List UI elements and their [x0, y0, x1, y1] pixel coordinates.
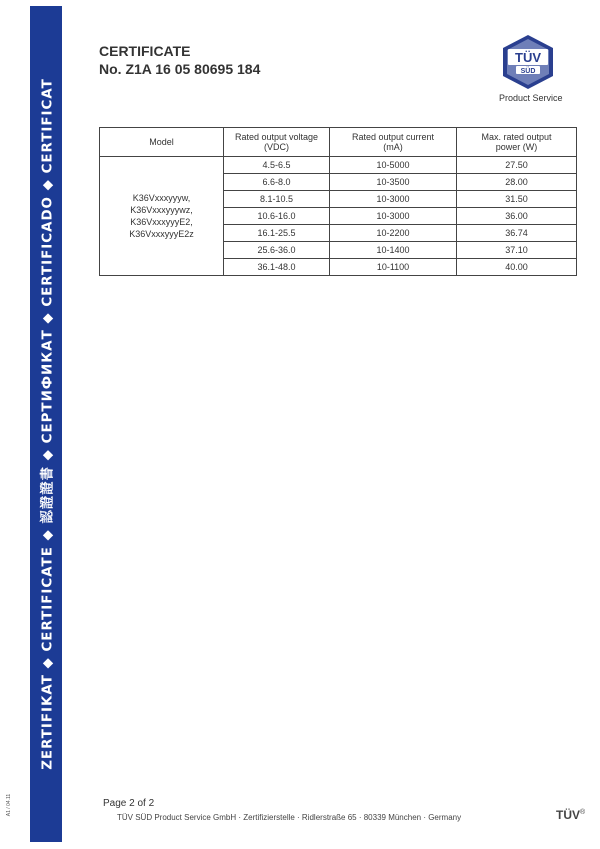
header-power: Max. rated output power (W) [457, 128, 577, 157]
current-cell: 10-3000 [330, 191, 457, 208]
voltage-cell: 6.6-8.0 [224, 174, 330, 191]
logo-brand-bottom: SÜD [520, 68, 536, 75]
power-cell: 36.00 [457, 208, 577, 225]
footer-logo: TÜV® [556, 808, 586, 822]
header-voltage: Rated output voltage (VDC) [224, 128, 330, 157]
logo-brand-top: TÜV [515, 50, 541, 65]
model-cell: K36Vxxxyyyw, K36Vxxxyyywz, K36VxxxyyyE2, K36VxxxyyyE2z [100, 157, 224, 276]
power-cell: 37.10 [457, 242, 577, 259]
tuv-sud-logo [496, 34, 560, 90]
power-cell: 31.50 [457, 191, 577, 208]
header-model: Model [100, 128, 224, 157]
power-cell: 36.74 [457, 225, 577, 242]
certificate-number: No. Z1A 16 05 80695 184 [99, 61, 261, 77]
voltage-cell: 25.6-36.0 [224, 242, 330, 259]
form-code: A1 / 04.11 [6, 793, 12, 817]
current-cell: 10-1400 [330, 242, 457, 259]
table-header-row [100, 128, 577, 157]
current-cell: 10-2200 [330, 225, 457, 242]
power-cell: 28.00 [457, 174, 577, 191]
footer-address: TÜV SÜD Product Service GmbH · Zertifizierstelle · Ridlerstraße 65 · 80339 München · Germany [117, 813, 462, 822]
logo-caption: Product Service [499, 93, 563, 103]
current-cell: 10-3500 [330, 174, 457, 191]
voltage-cell: 16.1-25.5 [224, 225, 330, 242]
page-number: Page 2 of 2 [103, 798, 155, 809]
voltage-cell: 10.6-16.0 [224, 208, 330, 225]
current-cell: 10-1100 [330, 259, 457, 276]
certificate-title: CERTIFICATE [99, 43, 191, 59]
specification-table [99, 127, 577, 276]
current-cell: 10-3000 [330, 208, 457, 225]
header-current: Rated output current (mA) [330, 128, 457, 157]
voltage-cell: 8.1-10.5 [224, 191, 330, 208]
power-cell: 40.00 [457, 259, 577, 276]
voltage-cell: 4.5-6.5 [224, 157, 330, 174]
current-cell: 10-5000 [330, 157, 457, 174]
voltage-cell: 36.1-48.0 [224, 259, 330, 276]
power-cell: 27.50 [457, 157, 577, 174]
table-row [100, 157, 577, 174]
side-band-text: ZERTIFIKAT ◆ CERTIFICATE ◆ 認證證書 ◆ СЕРТИФИКАТ ◆ CERTIFICADO ◆ CERTIFICAT [40, 78, 56, 770]
